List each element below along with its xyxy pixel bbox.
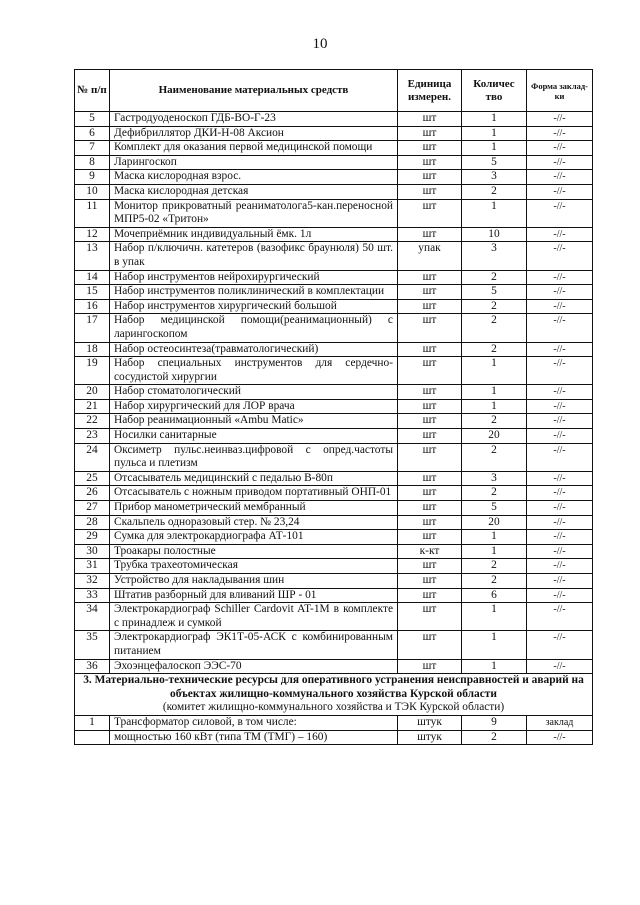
item-unit: шт — [398, 357, 462, 385]
item-quantity: 5 — [462, 501, 527, 516]
item-unit: шт — [398, 141, 462, 156]
item-name: Штатив разборный для вливаний ШР - 01 — [110, 588, 398, 603]
inventory-table — [74, 69, 593, 745]
section3-header-row — [75, 674, 593, 716]
item-unit: шт — [398, 285, 462, 300]
item-form: -//- — [527, 155, 593, 170]
item-form: -//- — [527, 342, 593, 357]
item-form: -//- — [527, 443, 593, 471]
item-form: -//- — [527, 385, 593, 400]
header-form: Форма заклад-ки — [527, 70, 593, 112]
table-row — [75, 227, 593, 242]
item-form: -//- — [527, 314, 593, 342]
item-name: Набор инструментов поликлинический в комплектации — [110, 285, 398, 300]
item-unit: шт — [398, 501, 462, 516]
header-num: № п/п — [75, 70, 110, 112]
item-unit: шт — [398, 471, 462, 486]
table-row — [75, 544, 593, 559]
item-name: Комплект для оказания первой медицинской помощи — [110, 141, 398, 156]
table-row — [75, 184, 593, 199]
row-number: 21 — [75, 399, 110, 414]
item-unit: шт — [398, 574, 462, 589]
item-quantity: 10 — [462, 227, 527, 242]
table-row — [75, 515, 593, 530]
item-name: Прибор манометрический мембранный — [110, 501, 398, 516]
item-name: Гастродуоденоскоп ГДБ-ВО-Г-23 — [110, 112, 398, 127]
row-number: 14 — [75, 270, 110, 285]
item-name: Трубка трахеотомическая — [110, 559, 398, 574]
item-quantity: 1 — [462, 631, 527, 659]
row-number: 36 — [75, 659, 110, 674]
section3-body — [75, 674, 593, 745]
row-number: 28 — [75, 515, 110, 530]
item-unit: шт — [398, 515, 462, 530]
item-unit: шт — [398, 631, 462, 659]
row-number: 30 — [75, 544, 110, 559]
item-unit: шт — [398, 530, 462, 545]
item-quantity: 1 — [462, 659, 527, 674]
item-quantity: 20 — [462, 429, 527, 444]
row-number: 29 — [75, 530, 110, 545]
item-form: -//- — [527, 515, 593, 530]
table-row — [75, 574, 593, 589]
item-quantity: 2 — [462, 314, 527, 342]
item-name: Монитор прикроватный реаниматолога5-кан.переносной МПР5-02 «Тритон» — [110, 199, 398, 227]
row-number: 7 — [75, 141, 110, 156]
item-unit: шт — [398, 199, 462, 227]
item-form: -//- — [527, 270, 593, 285]
item-name: Ларингоскоп — [110, 155, 398, 170]
page-number: 10 — [312, 36, 328, 52]
header-name: Наименование материальных средств — [110, 70, 398, 112]
table-row — [75, 270, 593, 285]
item-unit: упак — [398, 242, 462, 270]
table-row — [75, 170, 593, 185]
item-name: Набор п/ключичн. катетеров (вазофикс браунюля) 50 шт. в упак — [110, 242, 398, 270]
row-number: 27 — [75, 501, 110, 516]
item-name: Маска кислородная взрос. — [110, 170, 398, 185]
item-quantity: 9 — [462, 715, 527, 730]
row-number: 17 — [75, 314, 110, 342]
item-unit: шт — [398, 270, 462, 285]
item-form: -//- — [527, 227, 593, 242]
table-row — [75, 471, 593, 486]
item-quantity: 5 — [462, 155, 527, 170]
table-row — [75, 631, 593, 659]
item-name: Набор инструментов нейрохирургический — [110, 270, 398, 285]
table-row — [75, 414, 593, 429]
item-unit: шт — [398, 184, 462, 199]
section3-title-cell — [75, 674, 593, 716]
item-form: -//- — [527, 588, 593, 603]
table-row — [75, 486, 593, 501]
item-form: -//- — [527, 399, 593, 414]
item-name: Сумка для электрокардиографа АТ-101 — [110, 530, 398, 545]
table-body — [75, 112, 593, 674]
row-number: 22 — [75, 414, 110, 429]
item-unit: шт — [398, 112, 462, 127]
item-unit: шт — [398, 314, 462, 342]
item-name: Набор специальных инструментов для сердечно-сосудистой хирургии — [110, 357, 398, 385]
item-unit: шт — [398, 342, 462, 357]
table-row — [75, 299, 593, 314]
item-unit: к-кт — [398, 544, 462, 559]
table-row — [75, 659, 593, 674]
item-unit: штук — [398, 730, 462, 745]
item-name: Маска кислородная детская — [110, 184, 398, 199]
item-name: Набор инструментов хирургический большой — [110, 299, 398, 314]
item-form: -//- — [527, 631, 593, 659]
item-name: Оксиметр пульс.неинваз.цифровой с опред.частоты пульса и плетизм — [110, 443, 398, 471]
item-form: -//- — [527, 299, 593, 314]
item-unit: шт — [398, 559, 462, 574]
row-number: 10 — [75, 184, 110, 199]
table-row — [75, 429, 593, 444]
item-form: -//- — [527, 199, 593, 227]
item-quantity: 1 — [462, 112, 527, 127]
item-form: -//- — [527, 285, 593, 300]
item-form: -//- — [527, 429, 593, 444]
item-name: мощностью 160 кВт (типа ТМ (ТМГ) – 160) — [110, 730, 398, 745]
item-quantity: 1 — [462, 399, 527, 414]
item-name: Скальпель одноразовый стер. № 23,24 — [110, 515, 398, 530]
item-quantity: 1 — [462, 199, 527, 227]
item-quantity: 3 — [462, 170, 527, 185]
item-unit: шт — [398, 659, 462, 674]
row-number: 26 — [75, 486, 110, 501]
item-name: Электрокардиограф ЭК1Т-05-АСК с комбинированным питанием — [110, 631, 398, 659]
table-row — [75, 155, 593, 170]
row-number: 23 — [75, 429, 110, 444]
item-quantity: 1 — [462, 141, 527, 156]
item-unit: шт — [398, 588, 462, 603]
table-row — [75, 126, 593, 141]
item-form: -//- — [527, 530, 593, 545]
item-quantity: 1 — [462, 530, 527, 545]
item-quantity: 3 — [462, 242, 527, 270]
row-number: 9 — [75, 170, 110, 185]
row-number: 12 — [75, 227, 110, 242]
item-form: -//- — [527, 486, 593, 501]
item-form: -//- — [527, 603, 593, 631]
table-row — [75, 501, 593, 516]
item-form: -//- — [527, 501, 593, 516]
item-unit: штук — [398, 715, 462, 730]
item-unit: шт — [398, 155, 462, 170]
row-number: 34 — [75, 603, 110, 631]
item-quantity: 2 — [462, 270, 527, 285]
table-row — [75, 443, 593, 471]
table-row — [75, 285, 593, 300]
item-form: -//- — [527, 414, 593, 429]
table-row — [75, 715, 593, 730]
item-name: Набор реанимационный «Ambu Matic» — [110, 414, 398, 429]
item-quantity: 1 — [462, 544, 527, 559]
item-quantity: 1 — [462, 603, 527, 631]
row-number: 8 — [75, 155, 110, 170]
item-unit: шт — [398, 399, 462, 414]
row-number — [75, 730, 110, 745]
item-form: -//- — [527, 170, 593, 185]
item-quantity: 1 — [462, 385, 527, 400]
item-quantity: 2 — [462, 486, 527, 501]
item-name: Набор остеосинтеза(травматологический) — [110, 342, 398, 357]
item-quantity: 2 — [462, 443, 527, 471]
item-form: -//- — [527, 559, 593, 574]
row-number: 11 — [75, 199, 110, 227]
item-name: Отсасыватель медицинский с педалью В-80п — [110, 471, 398, 486]
item-quantity: 3 — [462, 471, 527, 486]
item-unit: шт — [398, 414, 462, 429]
table-header-row — [75, 70, 593, 112]
item-form: -//- — [527, 242, 593, 270]
row-number: 25 — [75, 471, 110, 486]
header-qty: Количес тво — [462, 70, 527, 112]
section3-subtitle: (комитет жилищно-коммунального хозяйства и ТЭК Курской области) — [162, 701, 505, 714]
row-number: 13 — [75, 242, 110, 270]
item-quantity: 2 — [462, 184, 527, 199]
item-form: -//- — [527, 184, 593, 199]
item-name: Набор хирургический для ЛОР врача — [110, 399, 398, 414]
section3-title: 3. Материально-технические ресурсы для оперативного устранения неисправностей и аварий на объектах жилищно-коммунального хозяйства Курской области — [83, 674, 584, 700]
item-name: Мочеприёмник индивидуальный ёмк. 1л — [110, 227, 398, 242]
row-number: 16 — [75, 299, 110, 314]
table-row — [75, 730, 593, 745]
item-name: Отсасыватель с ножным приводом портативный ОНП-01 — [110, 486, 398, 501]
item-unit: шт — [398, 443, 462, 471]
item-form: -//- — [527, 126, 593, 141]
item-name: Набор медицинской помощи(реанимационный) с ларингоскопом — [110, 314, 398, 342]
table-row — [75, 242, 593, 270]
item-unit: шт — [398, 126, 462, 141]
item-unit: шт — [398, 227, 462, 242]
item-form: -//- — [527, 730, 593, 745]
row-number: 18 — [75, 342, 110, 357]
item-quantity: 2 — [462, 574, 527, 589]
row-number: 20 — [75, 385, 110, 400]
item-unit: шт — [398, 385, 462, 400]
item-quantity: 2 — [462, 730, 527, 745]
table-row — [75, 588, 593, 603]
item-name: Трансформатор силовой, в том числе: — [110, 715, 398, 730]
table-row — [75, 199, 593, 227]
item-quantity: 2 — [462, 342, 527, 357]
item-quantity: 2 — [462, 414, 527, 429]
row-number: 1 — [75, 715, 110, 730]
item-name: Дефибриллятор ДКИ-Н-08 Аксион — [110, 126, 398, 141]
item-form: -//- — [527, 471, 593, 486]
row-number: 19 — [75, 357, 110, 385]
item-quantity: 2 — [462, 559, 527, 574]
item-form: -//- — [527, 544, 593, 559]
item-quantity: 20 — [462, 515, 527, 530]
item-unit: шт — [398, 299, 462, 314]
row-number: 5 — [75, 112, 110, 127]
table-row — [75, 603, 593, 631]
table-row — [75, 342, 593, 357]
row-number: 33 — [75, 588, 110, 603]
item-form: заклад — [527, 715, 593, 730]
item-unit: шт — [398, 486, 462, 501]
table-row — [75, 559, 593, 574]
item-form: -//- — [527, 112, 593, 127]
row-number: 6 — [75, 126, 110, 141]
item-name: Набор стоматологический — [110, 385, 398, 400]
table-row — [75, 314, 593, 342]
item-quantity: 6 — [462, 588, 527, 603]
table-row — [75, 112, 593, 127]
item-form: -//- — [527, 574, 593, 589]
item-unit: шт — [398, 603, 462, 631]
item-form: -//- — [527, 357, 593, 385]
header-unit: Единица измерен. — [398, 70, 462, 112]
item-quantity: 5 — [462, 285, 527, 300]
row-number: 35 — [75, 631, 110, 659]
item-name: Эхоэнцефалоскоп ЭЭС-70 — [110, 659, 398, 674]
item-unit: шт — [398, 170, 462, 185]
table-row — [75, 385, 593, 400]
row-number: 31 — [75, 559, 110, 574]
row-number: 24 — [75, 443, 110, 471]
table-row — [75, 357, 593, 385]
table-row — [75, 530, 593, 545]
item-quantity: 2 — [462, 299, 527, 314]
item-unit: шт — [398, 429, 462, 444]
item-name: Носилки санитарные — [110, 429, 398, 444]
item-quantity: 1 — [462, 126, 527, 141]
item-name: Троакары полостные — [110, 544, 398, 559]
item-name: Электрокардиограф Schiller Cardovit AT-1M в комплекте с принадлеж и сумкой — [110, 603, 398, 631]
item-form: -//- — [527, 141, 593, 156]
table-row — [75, 399, 593, 414]
item-form: -//- — [527, 659, 593, 674]
row-number: 15 — [75, 285, 110, 300]
item-quantity: 1 — [462, 357, 527, 385]
table-row — [75, 141, 593, 156]
row-number: 32 — [75, 574, 110, 589]
item-name: Устройство для накладывания шин — [110, 574, 398, 589]
